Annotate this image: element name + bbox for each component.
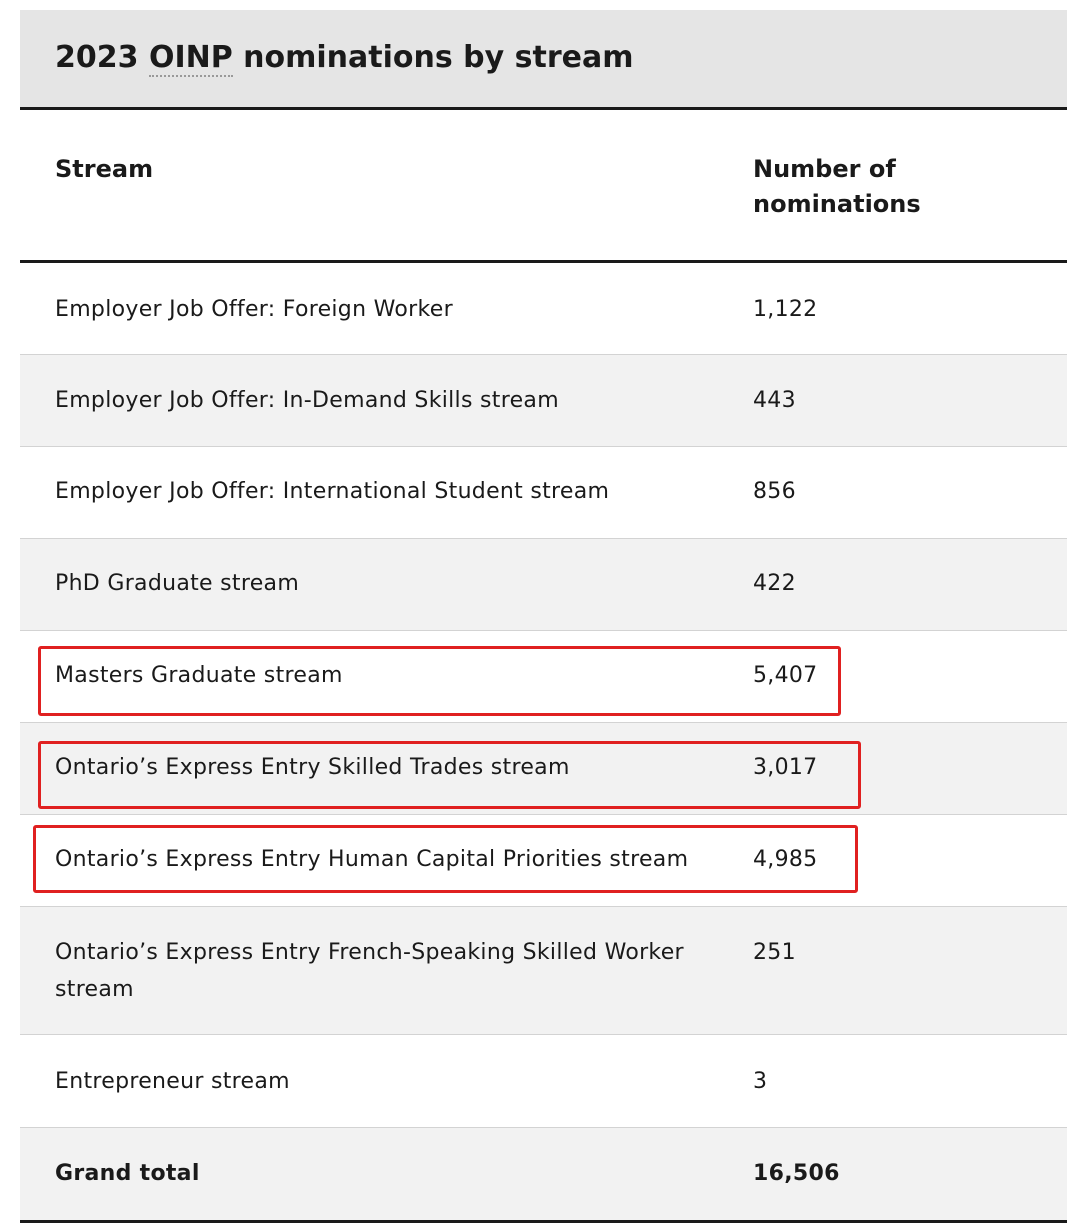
caption-abbreviation[interactable]: OINP <box>148 40 233 75</box>
table-row <box>20 907 1067 1035</box>
nominations-table <box>20 10 1067 1223</box>
stream-cell: Employer Job Offer: International Student stream <box>55 479 610 504</box>
count-cell: 856 <box>753 479 796 504</box>
stream-cell: Ontario’s Express Entry Human Capital Priorities stream <box>55 847 689 872</box>
table-row <box>20 1035 1067 1128</box>
table-caption <box>20 10 1067 110</box>
total-row <box>20 1128 1067 1223</box>
stream-cell: Employer Job Offer: In-Demand Skills stream <box>55 388 559 413</box>
header-number-of-nominations: Number of nominations <box>753 155 921 218</box>
caption-text: nominations by stream <box>243 40 634 75</box>
count-cell: 3 <box>753 1069 768 1094</box>
table-row <box>20 631 1067 723</box>
total-label: Grand total <box>55 1161 200 1186</box>
count-cell: 1,122 <box>753 297 818 322</box>
stream-cell: Entrepreneur stream <box>55 1069 290 1094</box>
count-cell: 251 <box>753 940 796 965</box>
table-row <box>20 355 1067 447</box>
table-row <box>20 447 1067 539</box>
count-cell: 443 <box>753 388 796 413</box>
table-row <box>20 539 1067 631</box>
caption-year: 2023 <box>55 40 139 75</box>
count-cell: 422 <box>753 571 796 596</box>
stream-cell: Masters Graduate stream <box>55 663 343 688</box>
count-cell: 4,985 <box>753 847 818 872</box>
table-row <box>20 263 1067 355</box>
total-count: 16,506 <box>753 1161 840 1186</box>
stream-cell: Employer Job Offer: Foreign Worker <box>55 297 453 322</box>
header-stream: Stream <box>55 155 154 183</box>
stream-cell: PhD Graduate stream <box>55 571 300 596</box>
count-cell: 3,017 <box>753 755 818 780</box>
table-row <box>20 723 1067 815</box>
table-header <box>20 110 1067 263</box>
table-row <box>20 815 1067 907</box>
count-cell: 5,407 <box>753 663 818 688</box>
stream-cell: Ontario’s Express Entry French-Speaking Skilled Worker stream <box>55 940 684 1002</box>
stream-cell: Ontario’s Express Entry Skilled Trades stream <box>55 755 570 780</box>
